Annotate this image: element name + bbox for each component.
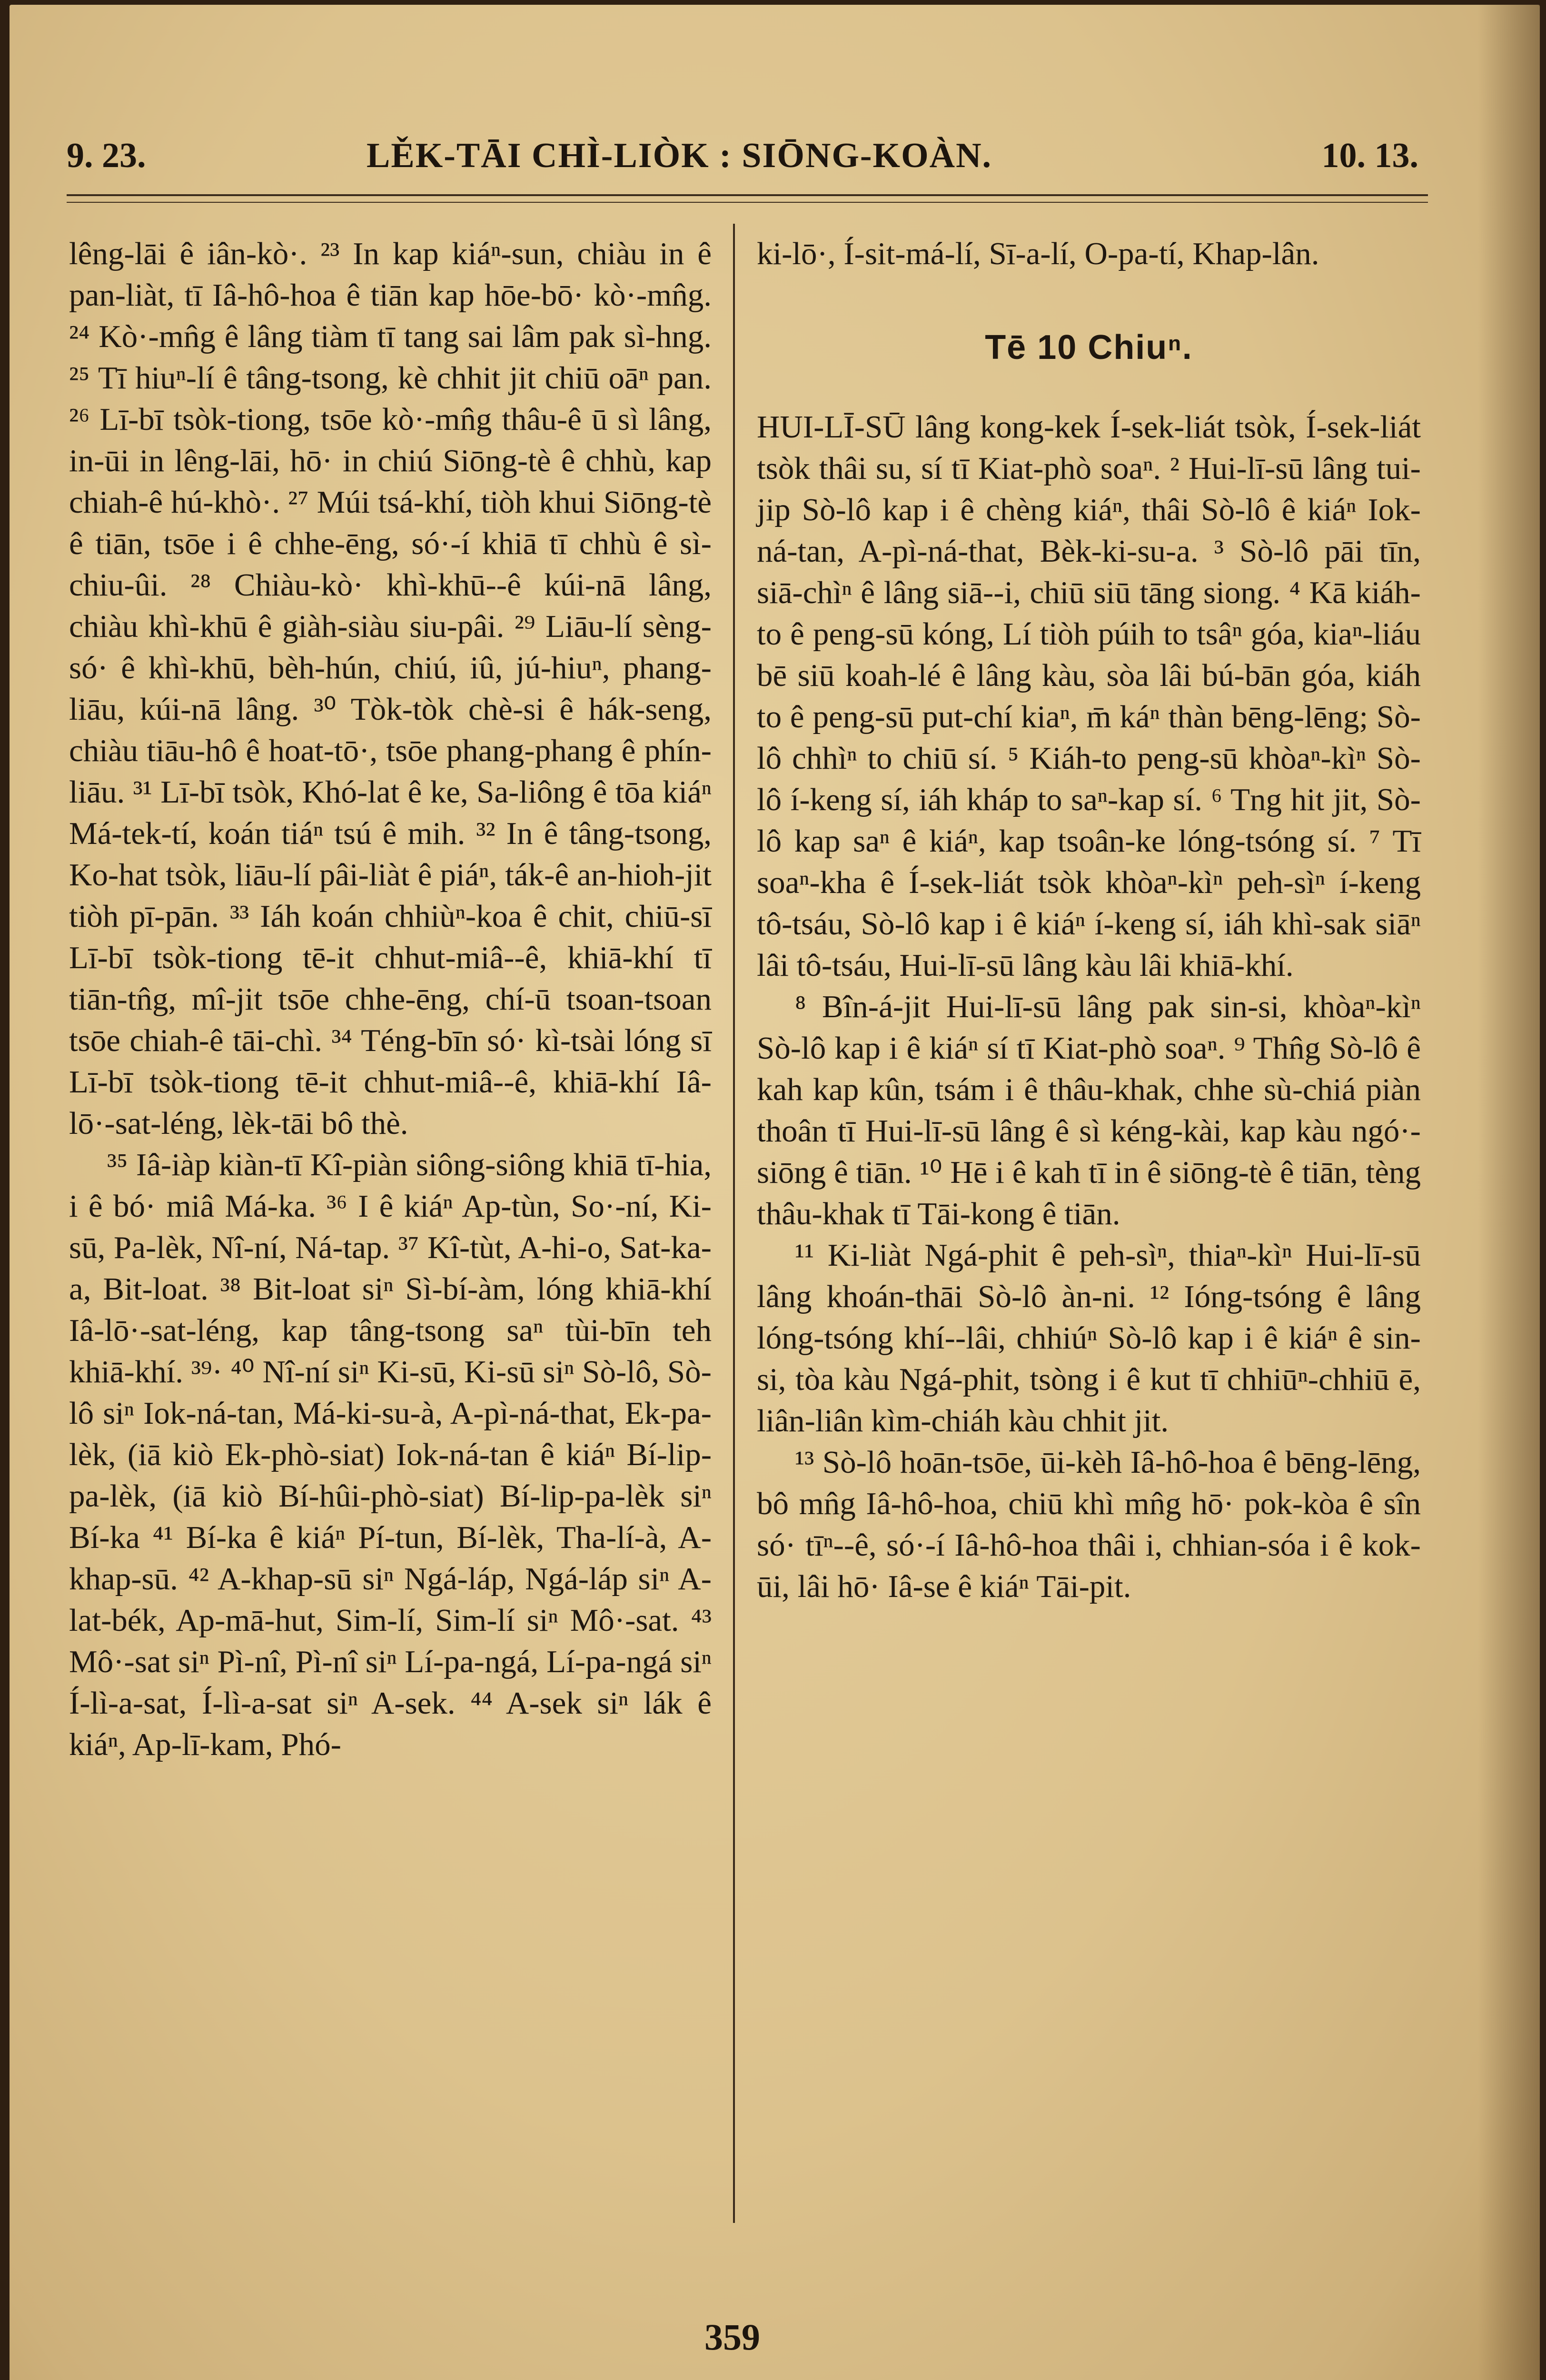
- right-paragraph: ¹¹ Ki-liàt Ngá-phit ê peh-sìⁿ, thiaⁿ-kìⁿ Hui-lī-sū lâng khoán-thāi Sò-lô àn-ni. ¹² Ióng-tsóng ê lâng lóng-tsóng khí--lâi, chhiúⁿ Sò-lô kap i ê kiáⁿ ê sin-si, tòa kàu Ngá-phit, tsòng i ê kut tī chhiūⁿ-chhiū ē, liân-liân kìm-chiáh kàu chhit jit.: [757, 1238, 1421, 1438]
- header-left-reference: 9. 23.: [67, 136, 146, 175]
- running-header: [57, 136, 1428, 183]
- right-paragraph: HUI-LĪ-SŪ lâng kong-kek Í-sek-liát tsòk, Í-sek-liát tsòk thâi su, sí tī Kiat-phò soaⁿ. ² Hui-lī-sū lâng tui-jip Sò-lô kap i ê chèng kiáⁿ, thâi Sò-lô ê kiáⁿ Iok-ná-tan, A-pì-ná-that, Bèk-ki-su-a. ³ Sò-lô pāi tīn, siā-chìⁿ ê lâng siā--i, chiū siū tāng siong. ⁴ Kā kiáh-to ê peng-sū kóng, Lí tiòh púih to tsâⁿ góa, kiaⁿ-liáu bē siū koah-lé ê lâng kàu, sòa lâi bú-bān góa, kiáh to ê peng-sū put-chí kiaⁿ, m̄ káⁿ thàn bēng-lēng; Sò-lô chhìⁿ to chiū sí. ⁵ Kiáh-to peng-sū khòaⁿ-kìⁿ Sò-lô í-keng sí, iáh kháp to saⁿ-kap sí. ⁶ Tng hit jit, Sò-lô kap saⁿ ê kiáⁿ, kap tsoân-ke lóng-tsóng sí. ⁷ Tī soaⁿ-kha ê Í-sek-liát tsòk khòaⁿ-kìⁿ peh-sìⁿ í-keng tô-tsáu, Sò-lô kap i ê kiáⁿ í-keng sí, iáh khì-sak siāⁿ lâi tô-tsáu, Hui-lī-sū lâng kàu lâi khiā-khí.: [757, 409, 1421, 983]
- column-divider: [733, 224, 735, 2223]
- page-number: 359: [704, 2316, 760, 2358]
- right-text-column: [757, 233, 1421, 1607]
- page-gutter-shadow: [1478, 5, 1540, 2380]
- right-paragraph: ⁸ Bîn-á-jit Hui-lī-sū lâng pak sin-si, khòaⁿ-kìⁿ Sò-lô kap i ê kiáⁿ sí tī Kiat-phò soaⁿ. ⁹ Thn̂g Sò-lô ê kah kap kûn, tsám i ê thâu-khak, chhe sù-chiá piàn thoân tī Hui-lī-sū lâng ê sì kéng-kài, kap kàu ngó·-siōng ê tiān. ¹⁰ Hē i ê kah tī in ê siōng-tè ê tiān, tèng thâu-khak tī Tāi-kong ê tiān.: [757, 989, 1421, 1231]
- book-page: [10, 5, 1540, 2380]
- right-paragraph: ¹³ Sò-lô hoān-tsōe, ūi-kèh Iâ-hô-hoa ê bēng-lēng, bô mn̂g Iâ-hô-hoa, chiū khì mn̂g hō· pok-kòa ê sîn só· tīⁿ--ê, só·-í Iâ-hô-hoa thâi i, chhian-sóa i ê kok-ūi, lâi hō· Iâ-se ê kiáⁿ Tāi-pit.: [757, 1445, 1421, 1604]
- header-title: LĚK-TĀI CHÌ-LIÒK : SIŌNG-KOÀN.: [367, 136, 992, 175]
- right-paragraph-continuation: ki-lō·, Í-sit-má-lí, Sī-a-lí, O-pa-tí, Khap-lân.: [757, 236, 1319, 271]
- left-paragraph: lêng-lāi ê iân-kò·. ²³ In kap kiáⁿ-sun, chiàu in ê pan-liàt, tī Iâ-hô-hoa ê tiān kap hōe-bō· kò·-mn̂g. ²⁴ Kò·-mn̂g ê lâng tiàm tī tang sai lâm pak sì-hng. ²⁵ Tī hiuⁿ-lí ê tâng-tsong, kè chhit jit chiū oāⁿ pan. ²⁶ Lī-bī tsòk-tiong, tsōe kò·-mn̂g thâu-ê ū sì lâng, in-ūi in lêng-lāi, hō· in chiú Siōng-tè ê chhù, kap chiah-ê hú-khò·. ²⁷ Múi tsá-khí, tiòh khui Siōng-tè ê tiān, tsōe i ê chhe-ēng, só·-í khiā tī chhù ê sì-chiu-ûi. ²⁸ Chiàu-kò· khì-khū--ê kúi-nā lâng, chiàu khì-khū ê giàh-siàu siu-pâi. ²⁹ Liāu-lí sèng-só· ê khì-khū, bèh-hún, chiú, iû, jú-hiuⁿ, phang-liāu, kúi-nā lâng. ³⁰ Tòk-tòk chè-si ê hák-seng, chiàu tiāu-hô ê hoat-tō·, tsōe phang-phang ê phín-liāu. ³¹ Lī-bī tsòk, Khó-lat ê ke, Sa-liông ê tōa kiáⁿ Má-tek-tí, koán tiáⁿ tsú ê mih. ³² In ê tâng-tsong, Ko-hat tsòk, liāu-lí pâi-liàt ê piáⁿ, ták-ê an-hioh-jit tiòh pī-pān. ³³ Iáh koán chhiùⁿ-koa ê chit, chiū-sī Lī-bī tsòk-tiong tē-it chhut-miâ--ê, khiā-khí tī tiān-tn̂g, mî-jit tsōe chhe-ēng, chí-ū tsoan-tsoan tsōe chiah-ê tāi-chì. ³⁴ Téng-bīn só· kì-tsài lóng sī Lī-bī tsòk-tiong tē-it chhut-miâ--ê, khiā-khí Iâ-lō·-sat-léng, lèk-tāi bô thè.: [69, 236, 712, 1141]
- left-paragraph: ³⁵ Iâ-iàp kiàn-tī Kî-piàn siông-siông khiā tī-hia, i ê bó· miâ Má-ka. ³⁶ I ê kiáⁿ Ap-tùn, So·-ní, Ki-sū, Pa-lèk, Nî-ní, Ná-tap. ³⁷ Kî-tùt, A-hi-o, Sat-ka-a, Bit-loat. ³⁸ Bit-loat siⁿ Sì-bí-àm, lóng khiā-khí Iâ-lō·-sat-léng, kap tâng-tsong saⁿ tùi-bīn teh khiā-khí. ³⁹· ⁴⁰ Nî-ní siⁿ Ki-sū, Ki-sū siⁿ Sò-lô, Sò-lô siⁿ Iok-ná-tan, Má-ki-su-à, A-pì-ná-that, Ek-pa-lèk, (iā kiò Ek-phò-siat) Iok-ná-tan ê kiáⁿ Bí-lip-pa-lèk, (iā kiò Bí-hûi-phò-siat) Bí-lip-pa-lèk siⁿ Bí-ka ⁴¹ Bí-ka ê kiáⁿ Pí-tun, Bí-lèk, Tha-lí-à, A-khap-sū. ⁴² A-khap-sū siⁿ Ngá-láp, Ngá-láp siⁿ A-lat-bék, Ap-mā-hut, Sim-lí, Sim-lí siⁿ Mô·-sat. ⁴³ Mô·-sat siⁿ Pì-nî, Pì-nî siⁿ Lí-pa-ngá, Lí-pa-ngá siⁿ Í-lì-a-sat, Í-lì-a-sat siⁿ A-sek. ⁴⁴ A-sek siⁿ lák ê kiáⁿ, Ap-lī-kam, Phó-: [69, 1147, 712, 1762]
- chapter-heading: Tē 10 Chiuⁿ.: [985, 328, 1193, 367]
- header-rule: [67, 194, 1428, 203]
- left-text-column: [69, 233, 712, 1765]
- header-right-reference: 10. 13.: [1321, 136, 1418, 175]
